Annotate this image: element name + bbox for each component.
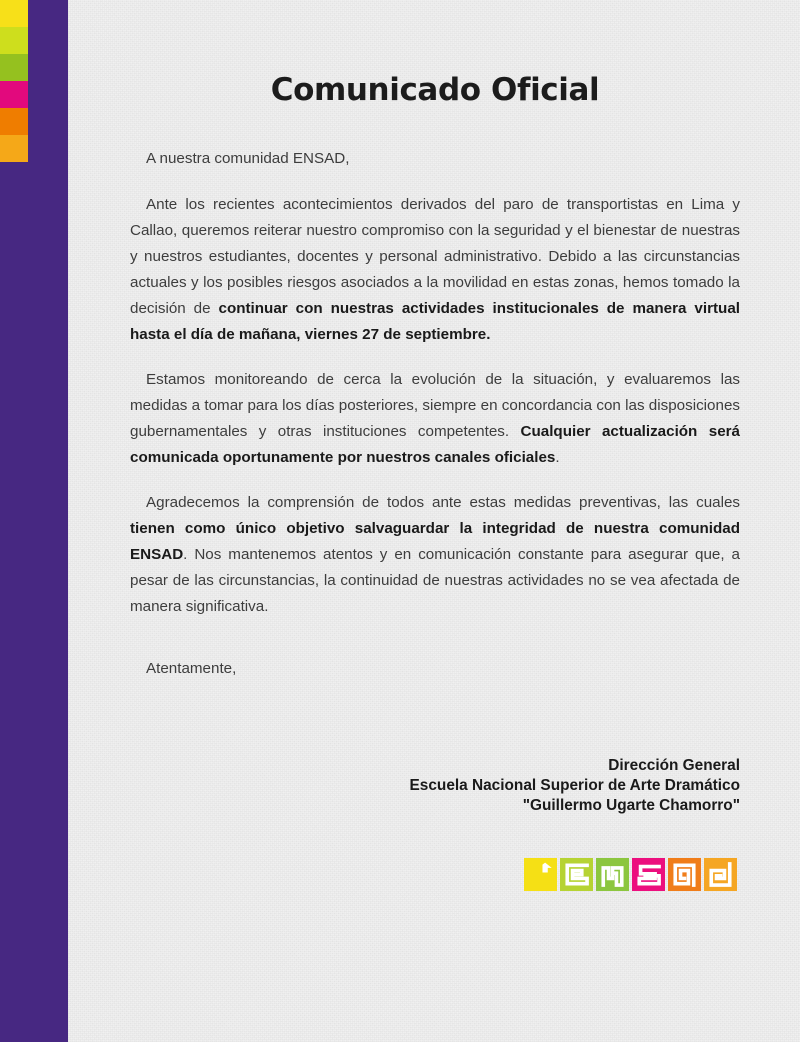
text-run: Estamos monitoreando de cerca la evolución de la situación, y evaluaremos las medidas a tomar para los días posteriores, siempre en concordancia con las disposiciones gubernamentales y otras instituciones competentes. xyxy=(130,371,740,440)
letter-body xyxy=(130,146,740,682)
swatch-yellow xyxy=(0,0,28,27)
text-run: Ante los recientes acontecimientos derivados del paro de transportistas en Lima y Callao, queremos reiterar nuestro compromiso con la seguridad y el bienestar de nuestras y nuestros estudiantes, docentes y personal administrativo. Debido a las circunstancias actuales y los posibles riesgos asociados a la movilidad en estas zonas, hemos tomado la decisión de xyxy=(130,196,740,317)
signature-line-2: Escuela Nacional Superior de Arte Dramático xyxy=(409,777,740,794)
page-title: Comunicado Oficial xyxy=(270,72,600,108)
paragraph-2 xyxy=(130,367,740,471)
signature-block xyxy=(130,756,740,816)
signature-line-3: "Guillermo Ugarte Chamorro" xyxy=(522,797,740,814)
swatch-amber xyxy=(0,135,28,162)
paragraph-3 xyxy=(130,490,740,620)
text-run: . xyxy=(555,449,560,466)
ensad-logo xyxy=(130,858,740,891)
emphasis-run: Cualquier actualización será comunicada oportunamente por nuestros canales oficiales xyxy=(130,423,740,466)
swatch-lime xyxy=(0,27,28,54)
emphasis-run: tienen como único objetivo salvaguardar la integridad de nuestra comunidad ENSAD xyxy=(130,520,740,563)
logo-tile-mark-icon xyxy=(524,858,557,891)
signature-line-1: Dirección General xyxy=(608,757,740,774)
swatch-magenta xyxy=(0,81,28,108)
logo-tile-s-icon xyxy=(632,858,665,891)
document-content xyxy=(130,0,740,1042)
text-run: . Nos mantenemos atentos y en comunicación constante para asegurar que, a pesar de las circunstancias, la continuidad de nuestras actividades no se vea afectada de manera significativa. xyxy=(130,546,740,615)
logo-tile-e-icon xyxy=(560,858,593,891)
swatch-green xyxy=(0,54,28,81)
closing-text: Atentamente, xyxy=(146,660,237,677)
paragraph-1 xyxy=(130,192,740,348)
salutation-text: A nuestra comunidad ENSAD, xyxy=(146,150,350,167)
swatch-orange xyxy=(0,108,28,135)
emphasis-run: continuar con nuestras actividades institucionales de manera virtual hasta el día de mañana, viernes 27 de septiembre. xyxy=(130,300,740,343)
logo-tile-n-icon xyxy=(596,858,629,891)
logo-tile-a-icon xyxy=(668,858,701,891)
color-swatch-stack xyxy=(0,0,28,162)
logo-tile-d-icon xyxy=(704,858,737,891)
text-run: Agradecemos la comprensión de todos ante estas medidas preventivas, las cuales xyxy=(146,494,740,511)
